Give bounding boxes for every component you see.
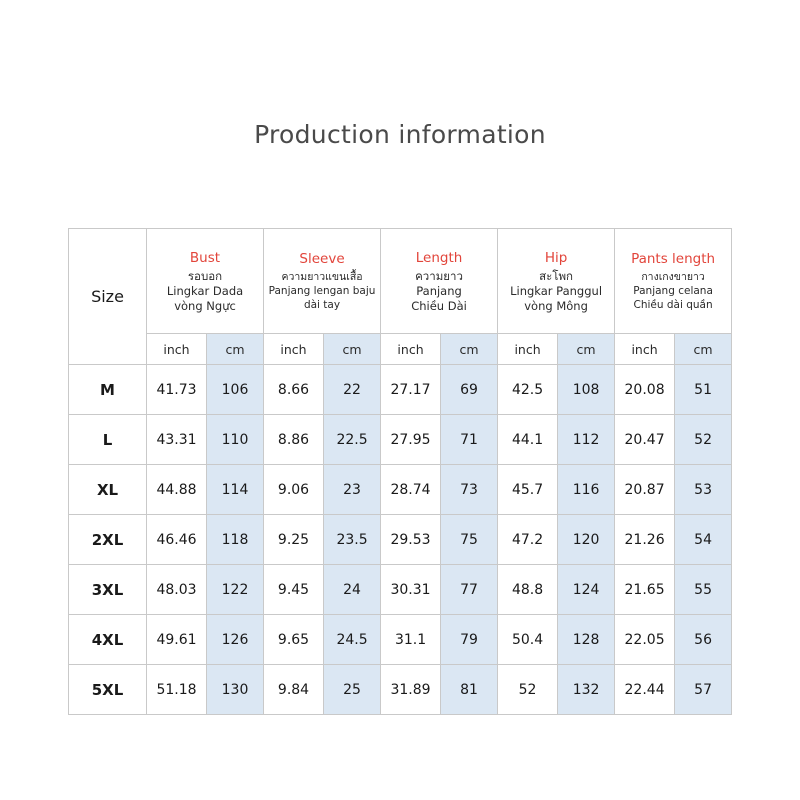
unit-pants-cm: cm: [675, 334, 732, 365]
cell-pants-inch: 20.08: [615, 365, 675, 415]
cell-pants-inch: 22.44: [615, 665, 675, 715]
unit-hip-cm: cm: [558, 334, 615, 365]
group-line-length-th: ความยาว: [415, 268, 463, 283]
cell-hip-cm: 120: [558, 515, 615, 565]
unit-pants-inch: inch: [615, 334, 675, 365]
group-line-sleeve-id: Panjang lengan baju: [268, 285, 376, 297]
group-title-sleeve: Sleeve: [299, 251, 345, 267]
group-line-bust-th: รอบอก: [187, 268, 223, 283]
cell-bust-cm: 126: [207, 615, 264, 665]
cell-sleeve-cm: 24.5: [324, 615, 381, 665]
cell-sleeve-inch: 9.84: [264, 665, 324, 715]
unit-bust-inch: inch: [147, 334, 207, 365]
cell-length-inch: 28.74: [381, 465, 441, 515]
group-line-length-vi: Chiều Dài: [411, 298, 467, 313]
row-size: XL: [69, 465, 147, 515]
cell-pants-inch: 21.26: [615, 515, 675, 565]
cell-sleeve-cm: 23: [324, 465, 381, 515]
cell-sleeve-inch: 9.25: [264, 515, 324, 565]
table-row: [69, 465, 732, 515]
table-row: [69, 665, 732, 715]
header-group-pants-length: [615, 229, 732, 334]
cell-sleeve-cm: 24: [324, 565, 381, 615]
table-row: [69, 415, 732, 465]
cell-hip-cm: 124: [558, 565, 615, 615]
row-size: 5XL: [69, 665, 147, 715]
cell-hip-cm: 116: [558, 465, 615, 515]
cell-length-cm: 69: [441, 365, 498, 415]
cell-pants-cm: 56: [675, 615, 732, 665]
unit-sleeve-cm: cm: [324, 334, 381, 365]
table-row: [69, 365, 732, 415]
group-line-bust-id: Lingkar Dada: [166, 283, 244, 298]
header-group-hip: [498, 229, 615, 334]
cell-sleeve-inch: 9.45: [264, 565, 324, 615]
cell-sleeve-cm: 22: [324, 365, 381, 415]
cell-length-inch: 29.53: [381, 515, 441, 565]
cell-pants-inch: 20.47: [615, 415, 675, 465]
group-title-bust: Bust: [189, 249, 221, 266]
cell-hip-inch: 45.7: [498, 465, 558, 515]
cell-sleeve-cm: 23.5: [324, 515, 381, 565]
cell-hip-inch: 52: [498, 665, 558, 715]
group-line-pants-id: Panjang celana: [633, 285, 713, 297]
group-line-sleeve-vi: dài tay: [303, 299, 341, 311]
unit-length-inch: inch: [381, 334, 441, 365]
cell-hip-cm: 108: [558, 365, 615, 415]
cell-hip-inch: 48.8: [498, 565, 558, 615]
cell-length-inch: 30.31: [381, 565, 441, 615]
group-line-hip-vi: vòng Mông: [524, 298, 588, 313]
cell-length-cm: 81: [441, 665, 498, 715]
unit-sleeve-inch: inch: [264, 334, 324, 365]
cell-pants-cm: 55: [675, 565, 732, 615]
cell-pants-cm: 57: [675, 665, 732, 715]
cell-bust-cm: 130: [207, 665, 264, 715]
cell-bust-cm: 110: [207, 415, 264, 465]
table-row: [69, 565, 732, 615]
cell-hip-inch: 42.5: [498, 365, 558, 415]
cell-hip-inch: 47.2: [498, 515, 558, 565]
cell-sleeve-inch: 8.66: [264, 365, 324, 415]
group-line-pants-th: กางเกงขายาว: [641, 271, 705, 283]
group-line-length-id: Panjang: [416, 283, 462, 298]
cell-hip-inch: 44.1: [498, 415, 558, 465]
group-line-hip-id: Lingkar Panggul: [510, 283, 603, 298]
row-size: 2XL: [69, 515, 147, 565]
cell-sleeve-inch: 8.86: [264, 415, 324, 465]
size-table: [68, 228, 732, 715]
cell-sleeve-cm: 25: [324, 665, 381, 715]
group-line-pants-vi: Chiều dài quần: [633, 299, 713, 311]
cell-bust-cm: 114: [207, 465, 264, 515]
cell-hip-cm: 112: [558, 415, 615, 465]
cell-length-cm: 77: [441, 565, 498, 615]
header-group-bust: [147, 229, 264, 334]
header-size: Size: [69, 229, 147, 365]
cell-pants-cm: 53: [675, 465, 732, 515]
header-group-length: [381, 229, 498, 334]
cell-bust-inch: 43.31: [147, 415, 207, 465]
cell-hip-cm: 128: [558, 615, 615, 665]
row-size: 4XL: [69, 615, 147, 665]
cell-pants-cm: 54: [675, 515, 732, 565]
cell-pants-inch: 21.65: [615, 565, 675, 615]
cell-bust-inch: 49.61: [147, 615, 207, 665]
size-table-container: [68, 228, 732, 715]
cell-pants-inch: 22.05: [615, 615, 675, 665]
row-size: M: [69, 365, 147, 415]
row-size: L: [69, 415, 147, 465]
row-size: 3XL: [69, 565, 147, 615]
table-header-groups: [69, 229, 732, 334]
cell-length-cm: 71: [441, 415, 498, 465]
cell-sleeve-cm: 22.5: [324, 415, 381, 465]
unit-bust-cm: cm: [207, 334, 264, 365]
cell-hip-cm: 132: [558, 665, 615, 715]
cell-pants-inch: 20.87: [615, 465, 675, 515]
cell-length-inch: 27.17: [381, 365, 441, 415]
cell-pants-cm: 52: [675, 415, 732, 465]
cell-length-cm: 73: [441, 465, 498, 515]
page-title: Production information: [254, 120, 546, 149]
cell-sleeve-inch: 9.65: [264, 615, 324, 665]
group-line-sleeve-th: ความยาวแขนเสื้อ: [281, 271, 363, 283]
unit-length-cm: cm: [441, 334, 498, 365]
cell-bust-inch: 46.46: [147, 515, 207, 565]
cell-length-cm: 79: [441, 615, 498, 665]
cell-hip-inch: 50.4: [498, 615, 558, 665]
table-row: [69, 615, 732, 665]
group-title-hip: Hip: [544, 249, 568, 266]
cell-length-cm: 75: [441, 515, 498, 565]
cell-bust-cm: 106: [207, 365, 264, 415]
cell-bust-inch: 41.73: [147, 365, 207, 415]
cell-bust-inch: 44.88: [147, 465, 207, 515]
cell-length-inch: 31.89: [381, 665, 441, 715]
cell-bust-cm: 122: [207, 565, 264, 615]
group-title-pants-length: Pants length: [631, 251, 716, 267]
table-header-units: [69, 334, 732, 365]
group-line-hip-th: สะโพก: [539, 268, 574, 283]
header-group-sleeve: [264, 229, 381, 334]
unit-hip-inch: inch: [498, 334, 558, 365]
cell-length-inch: 27.95: [381, 415, 441, 465]
group-title-length: Length: [415, 249, 463, 266]
cell-bust-inch: 51.18: [147, 665, 207, 715]
cell-sleeve-inch: 9.06: [264, 465, 324, 515]
group-line-bust-vi: vòng Ngực: [174, 298, 236, 313]
cell-pants-cm: 51: [675, 365, 732, 415]
cell-bust-inch: 48.03: [147, 565, 207, 615]
cell-length-inch: 31.1: [381, 615, 441, 665]
cell-bust-cm: 118: [207, 515, 264, 565]
table-row: [69, 515, 732, 565]
